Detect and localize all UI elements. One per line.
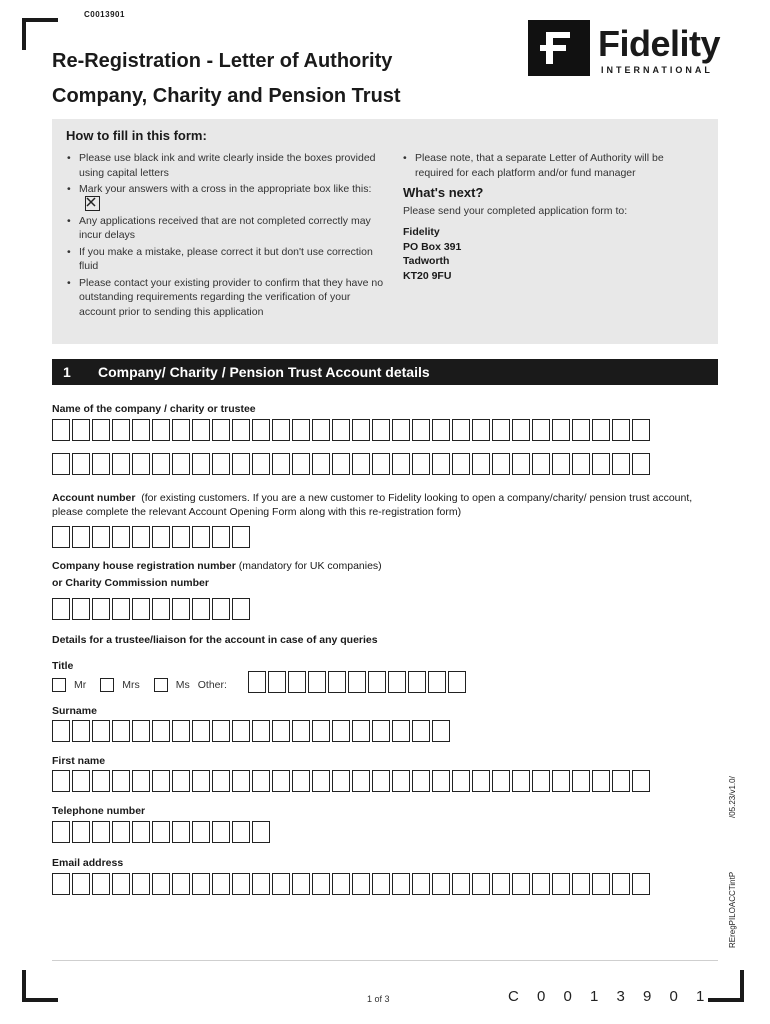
char-box[interactable] — [92, 720, 110, 742]
whats-next-text: Please send your completed application form to: — [403, 205, 628, 217]
crop-mark — [740, 970, 744, 1002]
char-box[interactable] — [132, 720, 150, 742]
char-box[interactable] — [632, 770, 650, 792]
char-box[interactable] — [392, 453, 410, 475]
char-box[interactable] — [52, 598, 70, 620]
char-box[interactable] — [192, 419, 210, 441]
char-box[interactable] — [152, 419, 170, 441]
instruction-item: • Any applications received that are not completed correctly may incur delays — [66, 214, 386, 243]
char-box[interactable] — [612, 419, 630, 441]
char-box[interactable] — [152, 598, 170, 620]
char-box[interactable] — [592, 453, 610, 475]
char-box[interactable] — [368, 671, 386, 693]
char-box[interactable] — [232, 821, 250, 843]
char-box[interactable] — [72, 821, 90, 843]
char-box[interactable] — [472, 770, 490, 792]
char-box[interactable] — [72, 873, 90, 895]
char-box[interactable] — [52, 419, 70, 441]
char-box[interactable] — [272, 720, 290, 742]
title-mr-checkbox[interactable] — [52, 678, 66, 692]
char-box[interactable] — [252, 770, 270, 792]
char-box[interactable] — [308, 671, 326, 693]
char-box[interactable] — [292, 720, 310, 742]
company-name-field-line1[interactable] — [52, 419, 652, 441]
logo-wordmark: Fidelity — [598, 23, 721, 64]
char-box[interactable] — [232, 453, 250, 475]
char-box[interactable] — [432, 419, 450, 441]
char-box[interactable] — [212, 453, 230, 475]
title-mr-label: Mr — [74, 679, 87, 691]
whats-next-heading: What's next? — [403, 185, 484, 200]
surname-label: Surname — [52, 705, 97, 717]
char-box[interactable] — [452, 873, 470, 895]
email-field[interactable] — [52, 873, 652, 895]
char-box[interactable] — [152, 526, 170, 548]
company-name-label: Name of the company / charity or trustee — [52, 403, 256, 415]
instruction-item: • If you make a mistake, please correct it but don't use correction fluid — [66, 245, 386, 274]
crop-mark — [22, 18, 26, 50]
char-box[interactable] — [592, 419, 610, 441]
footer-divider — [52, 960, 718, 961]
char-box[interactable] — [612, 770, 630, 792]
char-box[interactable] — [212, 526, 230, 548]
char-box[interactable] — [472, 419, 490, 441]
instruction-item: • Please note, that a separate Letter of Authority will be required for each platform and/or fund manager — [402, 151, 702, 180]
company-house-label: Company house registration number (mandatory for UK companies) — [52, 560, 382, 572]
char-box[interactable] — [252, 720, 270, 742]
char-box[interactable] — [432, 453, 450, 475]
crop-mark — [22, 998, 58, 1002]
company-name-field-line2[interactable] — [52, 453, 652, 475]
account-number-field[interactable] — [52, 526, 252, 548]
char-box[interactable] — [292, 453, 310, 475]
char-box[interactable] — [212, 873, 230, 895]
address-line: KT20 9FU — [403, 269, 452, 282]
char-box[interactable] — [172, 598, 190, 620]
char-box[interactable] — [512, 873, 530, 895]
char-box[interactable] — [252, 419, 270, 441]
first-name-field[interactable] — [52, 770, 652, 792]
page-title: Re-Registration - Letter of Authority — [52, 50, 393, 72]
char-box[interactable] — [112, 821, 130, 843]
char-box[interactable] — [512, 453, 530, 475]
char-box[interactable] — [232, 419, 250, 441]
char-box[interactable] — [552, 453, 570, 475]
char-box[interactable] — [372, 419, 390, 441]
char-box[interactable] — [412, 419, 430, 441]
char-box[interactable] — [72, 526, 90, 548]
char-box[interactable] — [412, 720, 430, 742]
char-box[interactable] — [72, 453, 90, 475]
char-box[interactable] — [172, 821, 190, 843]
char-box[interactable] — [212, 770, 230, 792]
char-box[interactable] — [372, 770, 390, 792]
char-box[interactable] — [152, 873, 170, 895]
section-header — [52, 359, 718, 385]
trustee-details-label: Details for a trustee/liaison for the account in case of any queries — [52, 634, 378, 646]
char-box[interactable] — [52, 453, 70, 475]
char-box[interactable] — [272, 419, 290, 441]
char-box[interactable] — [172, 770, 190, 792]
char-box[interactable] — [492, 419, 510, 441]
title-mrs-checkbox[interactable] — [100, 678, 114, 692]
char-box[interactable] — [388, 671, 406, 693]
char-box[interactable] — [412, 453, 430, 475]
registration-number-field[interactable] — [52, 598, 252, 620]
page-subtitle: Company, Charity and Pension Trust — [52, 85, 401, 107]
char-box[interactable] — [272, 453, 290, 475]
char-box[interactable] — [612, 453, 630, 475]
char-box[interactable] — [572, 453, 590, 475]
char-box[interactable] — [452, 770, 470, 792]
char-box[interactable] — [572, 873, 590, 895]
char-box[interactable] — [212, 720, 230, 742]
char-box[interactable] — [352, 873, 370, 895]
title-options — [52, 678, 229, 692]
char-box[interactable] — [512, 419, 530, 441]
char-box[interactable] — [432, 770, 450, 792]
char-box[interactable] — [112, 720, 130, 742]
char-box[interactable] — [252, 821, 270, 843]
char-box[interactable] — [252, 873, 270, 895]
char-box[interactable] — [632, 453, 650, 475]
instructions-panel — [52, 119, 718, 344]
char-box[interactable] — [232, 720, 250, 742]
char-box[interactable] — [428, 671, 446, 693]
char-box[interactable] — [332, 720, 350, 742]
char-box[interactable] — [332, 873, 350, 895]
char-box[interactable] — [92, 419, 110, 441]
char-box[interactable] — [132, 453, 150, 475]
charity-number-label: or Charity Commission number — [52, 577, 209, 589]
char-box[interactable] — [292, 873, 310, 895]
title-ms-label: Ms — [175, 679, 190, 691]
char-box[interactable] — [572, 770, 590, 792]
logo-mark-icon — [528, 20, 590, 76]
char-box[interactable] — [132, 873, 150, 895]
char-box[interactable] — [532, 419, 550, 441]
char-box[interactable] — [452, 453, 470, 475]
char-box[interactable] — [432, 720, 450, 742]
fidelity-logo — [528, 20, 728, 80]
char-box[interactable] — [132, 598, 150, 620]
char-box[interactable] — [372, 453, 390, 475]
char-box[interactable] — [92, 526, 110, 548]
char-box[interactable] — [52, 526, 70, 548]
char-box[interactable] — [172, 453, 190, 475]
char-box[interactable] — [312, 720, 330, 742]
crop-mark — [22, 970, 26, 1002]
char-box[interactable] — [132, 419, 150, 441]
char-box[interactable] — [112, 598, 130, 620]
instructions-heading: How to fill in this form: — [66, 128, 207, 143]
char-box[interactable] — [248, 671, 266, 693]
char-box[interactable] — [232, 770, 250, 792]
char-box[interactable] — [532, 873, 550, 895]
char-box[interactable] — [52, 873, 70, 895]
char-box[interactable] — [172, 720, 190, 742]
char-box[interactable] — [372, 873, 390, 895]
instructions-list — [66, 151, 386, 321]
char-box[interactable] — [292, 419, 310, 441]
char-box[interactable] — [112, 770, 130, 792]
account-number-label: Account number (for existing customers. If you are a new customer to Fidelity looking to open a company/charity/ pension trust account, please complete the relevant Account Opening Form along with this re-registration form) — [52, 492, 693, 518]
char-box[interactable] — [472, 453, 490, 475]
char-box[interactable] — [272, 770, 290, 792]
char-box[interactable] — [192, 873, 210, 895]
char-box[interactable] — [552, 419, 570, 441]
title-other-field[interactable] — [248, 671, 468, 693]
char-box[interactable] — [272, 873, 290, 895]
instructions-note-list — [402, 151, 702, 182]
logo-subtitle: INTERNATIONAL — [601, 65, 713, 75]
first-name-label: First name — [52, 755, 106, 767]
instruction-item: • Please use black ink and write clearly inside the boxes provided using capital letters — [66, 151, 386, 180]
char-box[interactable] — [268, 671, 286, 693]
section-title: Company/ Charity / Pension Trust Account details — [98, 364, 430, 380]
char-box[interactable] — [412, 770, 430, 792]
char-box[interactable] — [532, 453, 550, 475]
section-number: 1 — [63, 364, 71, 380]
crop-mark — [708, 998, 744, 1002]
char-box[interactable] — [192, 526, 210, 548]
char-box[interactable] — [632, 873, 650, 895]
char-box[interactable] — [72, 598, 90, 620]
char-box[interactable] — [332, 419, 350, 441]
char-box[interactable] — [112, 419, 130, 441]
form-code: C0013901 — [84, 10, 125, 19]
char-box[interactable] — [352, 720, 370, 742]
char-box[interactable] — [92, 453, 110, 475]
char-box[interactable] — [332, 453, 350, 475]
char-box[interactable] — [492, 770, 510, 792]
char-box[interactable] — [112, 873, 130, 895]
char-box[interactable] — [392, 873, 410, 895]
char-box[interactable] — [152, 453, 170, 475]
char-box[interactable] — [72, 419, 90, 441]
char-box[interactable] — [552, 770, 570, 792]
char-box[interactable] — [352, 419, 370, 441]
char-box[interactable] — [232, 526, 250, 548]
address-line: PO Box 391 — [403, 240, 462, 253]
title-other-label: Other: — [197, 679, 227, 691]
char-box[interactable] — [132, 821, 150, 843]
form-code-footer: C 0 0 1 3 9 0 1 — [508, 988, 712, 1005]
char-box[interactable] — [92, 598, 110, 620]
char-box[interactable] — [612, 873, 630, 895]
char-box[interactable] — [192, 453, 210, 475]
char-box[interactable] — [152, 821, 170, 843]
char-box[interactable] — [332, 770, 350, 792]
char-box[interactable] — [152, 770, 170, 792]
char-box[interactable] — [192, 720, 210, 742]
char-box[interactable] — [132, 770, 150, 792]
char-box[interactable] — [132, 526, 150, 548]
title-ms-checkbox[interactable] — [154, 678, 168, 692]
char-box[interactable] — [92, 873, 110, 895]
char-box[interactable] — [212, 821, 230, 843]
char-box[interactable] — [192, 770, 210, 792]
char-box[interactable] — [112, 526, 130, 548]
char-box[interactable] — [352, 453, 370, 475]
char-box[interactable] — [152, 720, 170, 742]
char-box[interactable] — [572, 419, 590, 441]
char-box[interactable] — [408, 671, 426, 693]
crop-mark — [22, 18, 58, 22]
telephone-field[interactable] — [52, 821, 272, 843]
char-box[interactable] — [492, 873, 510, 895]
char-box[interactable] — [472, 873, 490, 895]
char-box[interactable] — [312, 453, 330, 475]
title-mrs-label: Mrs — [122, 679, 140, 691]
char-box[interactable] — [412, 873, 430, 895]
char-box[interactable] — [92, 770, 110, 792]
char-box[interactable] — [312, 770, 330, 792]
char-box[interactable] — [512, 770, 530, 792]
char-box[interactable] — [192, 821, 210, 843]
char-box[interactable] — [212, 419, 230, 441]
char-box[interactable] — [348, 671, 366, 693]
char-box[interactable] — [112, 453, 130, 475]
char-box[interactable] — [492, 453, 510, 475]
char-box[interactable] — [172, 526, 190, 548]
char-box[interactable] — [432, 873, 450, 895]
char-box[interactable] — [52, 720, 70, 742]
email-label: Email address — [52, 857, 124, 869]
char-box[interactable] — [392, 419, 410, 441]
char-box[interactable] — [592, 770, 610, 792]
char-box[interactable] — [392, 770, 410, 792]
char-box[interactable] — [552, 873, 570, 895]
char-box[interactable] — [192, 598, 210, 620]
char-box[interactable] — [172, 419, 190, 441]
version-code: /05.23/v1.0/ — [728, 776, 737, 818]
char-box[interactable] — [72, 720, 90, 742]
char-box[interactable] — [532, 770, 550, 792]
char-box[interactable] — [372, 720, 390, 742]
document-id-code: REregPILOACCTintP — [728, 871, 737, 948]
char-box[interactable] — [632, 419, 650, 441]
char-box[interactable] — [52, 770, 70, 792]
address-line: Tadworth — [403, 255, 450, 267]
surname-field[interactable] — [52, 720, 452, 742]
char-box[interactable] — [212, 598, 230, 620]
cross-example-icon — [85, 196, 100, 211]
char-box[interactable] — [592, 873, 610, 895]
address-line: Fidelity — [403, 226, 440, 238]
char-box[interactable] — [328, 671, 346, 693]
char-box[interactable] — [452, 419, 470, 441]
char-box[interactable] — [72, 770, 90, 792]
char-box[interactable] — [392, 720, 410, 742]
instruction-item: • Mark your answers with a cross in the appropriate box like this: — [66, 182, 386, 212]
postal-address — [403, 225, 461, 283]
title-label: Title — [52, 660, 74, 672]
char-box[interactable] — [232, 873, 250, 895]
char-box[interactable] — [292, 770, 310, 792]
char-box[interactable] — [172, 873, 190, 895]
telephone-label: Telephone number — [52, 805, 146, 817]
char-box[interactable] — [352, 770, 370, 792]
char-box[interactable] — [252, 453, 270, 475]
page-number: 1 of 3 — [367, 994, 390, 1004]
instruction-item: • Please contact your existing provider to confirm that they have no outstanding requirements regarding the verification of your account prior to sending this application — [66, 276, 386, 320]
char-box[interactable] — [288, 671, 306, 693]
char-box[interactable] — [312, 419, 330, 441]
char-box[interactable] — [52, 821, 70, 843]
char-box[interactable] — [232, 598, 250, 620]
char-box[interactable] — [312, 873, 330, 895]
char-box[interactable] — [92, 821, 110, 843]
char-box[interactable] — [448, 671, 466, 693]
